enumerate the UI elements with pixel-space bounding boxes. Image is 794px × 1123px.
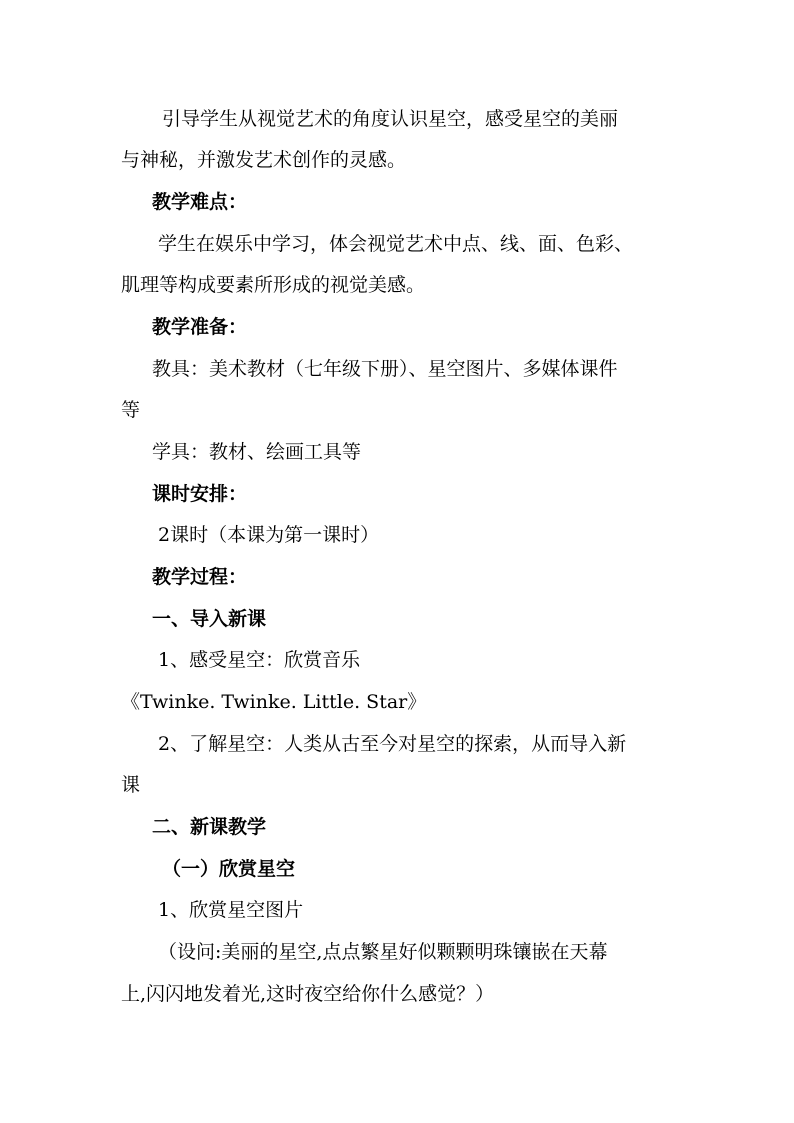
objective-text-line-1: 引导学生从视觉艺术的角度认识星空，感受星空的美丽 bbox=[162, 108, 619, 130]
appreciate-step-1: 1、欣赏星空图片 bbox=[158, 899, 304, 921]
heading-process: 教学过程： bbox=[152, 566, 248, 588]
heading-difficulty: 教学难点： bbox=[152, 191, 248, 213]
difficulty-text-line-1: 学生在娱乐中学习，体会视觉艺术中点、线、面、色彩、 bbox=[158, 233, 634, 255]
schedule-text: 2课时（本课为第一课时） bbox=[158, 524, 380, 546]
intro-song-title: 《Twinke. Twinke. Little. Star》 bbox=[121, 691, 427, 713]
difficulty-text-line-2: 肌理等构成要素所形成的视觉美感。 bbox=[121, 274, 426, 296]
intro-step-2-line-2: 课 bbox=[121, 774, 141, 796]
subsection-appreciate-starry-sky: （一）欣赏星空 bbox=[162, 858, 296, 880]
teaching-aids-line-1: 教具：美术教材（七年级下册）、星空图片、多媒体课件 bbox=[152, 358, 618, 380]
intro-step-1: 1、感受星空：欣赏音乐 bbox=[158, 649, 361, 671]
section-new-lesson: 二、新课教学 bbox=[152, 816, 267, 838]
question-line-2: 上,闪闪地发着光,这时夜空给你什么感觉？） bbox=[121, 983, 495, 1005]
objective-text-line-2: 与神秘，并激发艺术创作的灵感。 bbox=[121, 149, 407, 171]
heading-schedule: 课时安排： bbox=[152, 483, 248, 505]
section-introduction: 一、导入新课 bbox=[152, 608, 267, 630]
intro-step-2-line-1: 2、了解星空：人类从古至今对星空的探索，从而导入新 bbox=[158, 733, 627, 755]
teaching-aids-line-2: 等 bbox=[121, 399, 141, 421]
question-line-1: （设问:美丽的星空,点点繁星好似颗颗明珠镶嵌在天幕 bbox=[158, 941, 608, 963]
heading-preparation: 教学准备： bbox=[152, 316, 248, 338]
learning-tools: 学具：教材、绘画工具等 bbox=[152, 441, 362, 463]
